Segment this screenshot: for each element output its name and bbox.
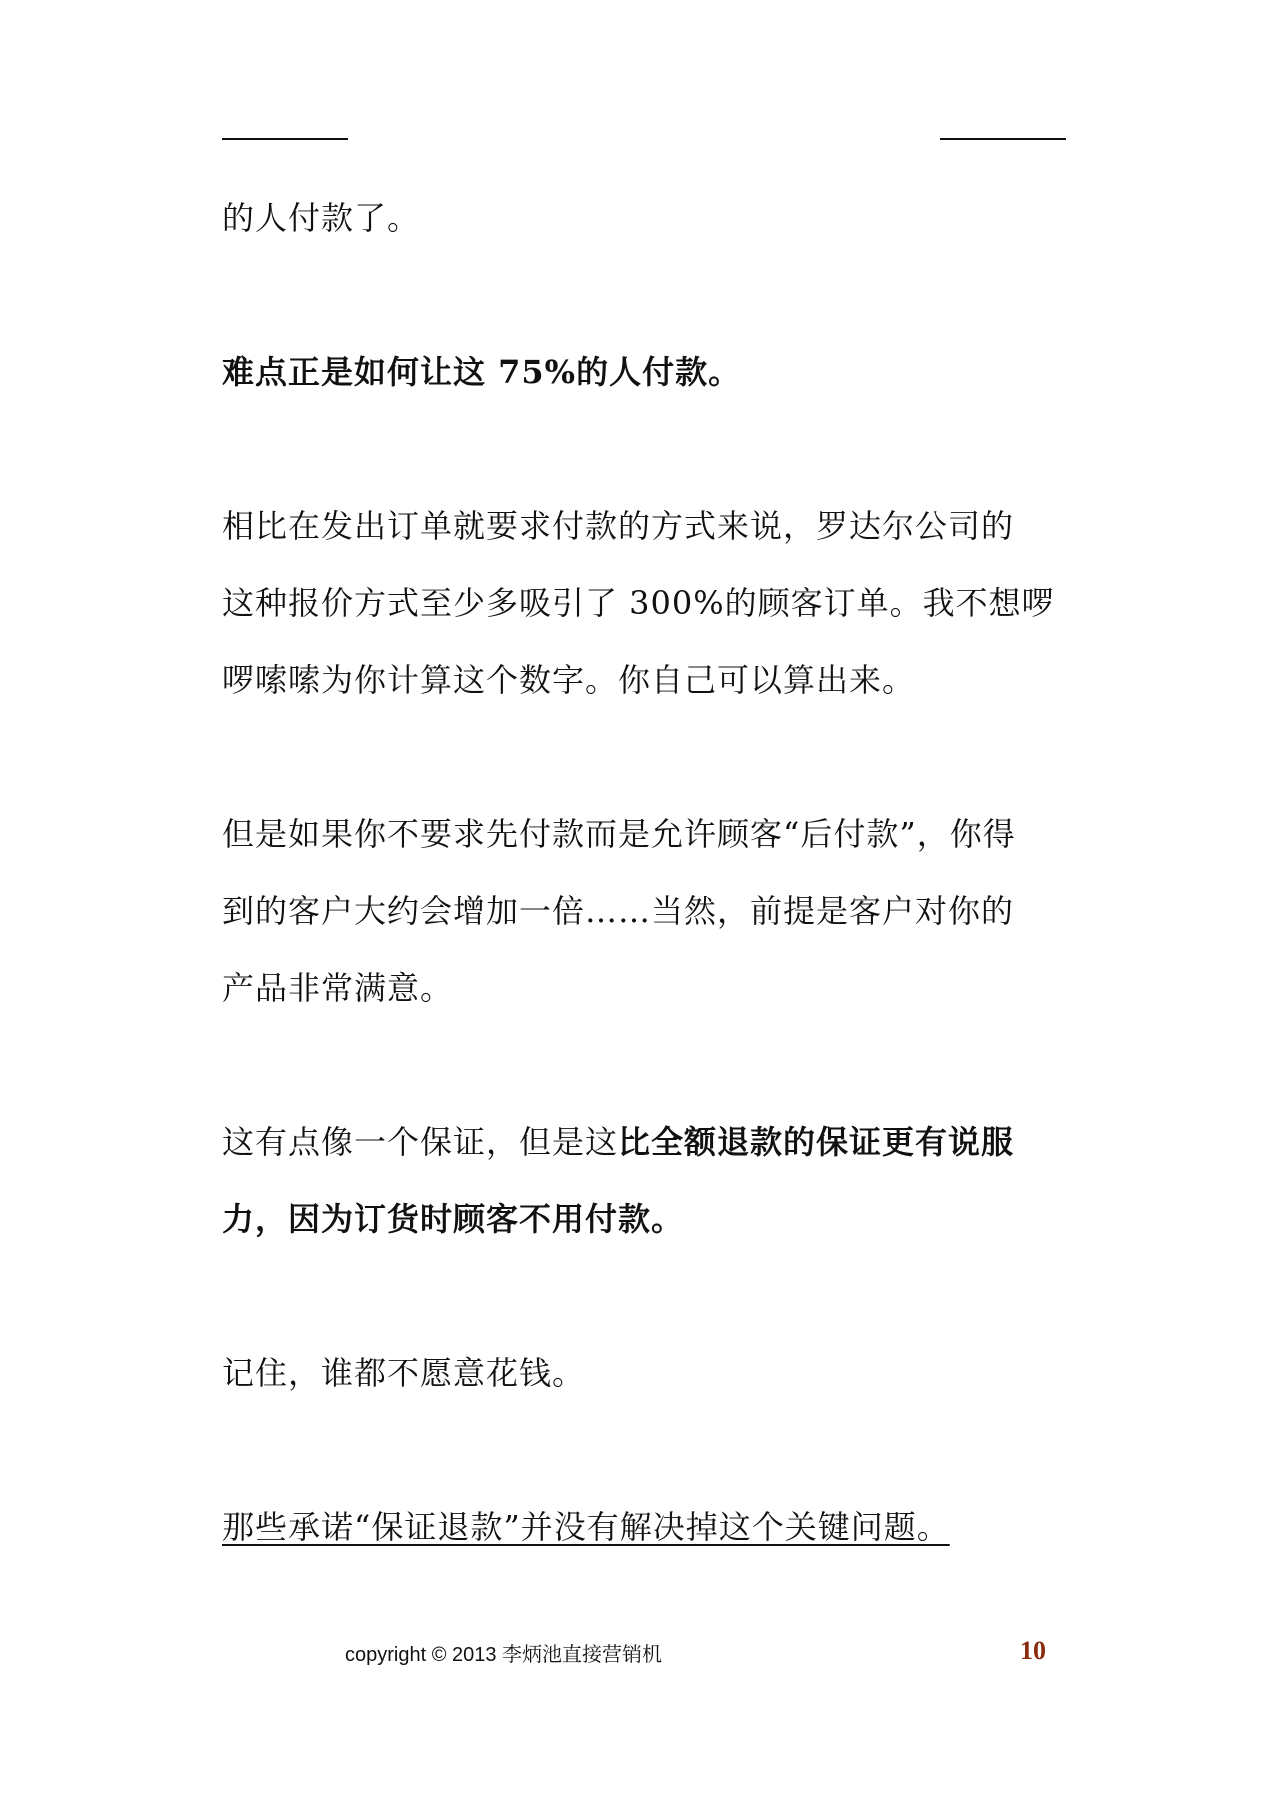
header-rule-right xyxy=(940,138,1066,140)
header-rule-left xyxy=(222,138,348,140)
paragraph-3: 相比在发出订单就要求付款的方式来说，罗达尔公司的 这种报价方式至少多吸引了 300%的顾客订单。我不想啰 啰嗦嗦为你计算这个数字。你自己可以算出来。 xyxy=(222,507,1055,699)
footer-copyright: copyright © 2013 李炳池直接营销机 xyxy=(345,1644,663,1666)
paragraph-5: 这有点像一个保证，但是这比全额退款的保证更有说服 力，因为订货时顾客不用付款。 xyxy=(222,1104,1082,1258)
paragraph-7: 那些承诺“保证退款”并没有解决掉这个关键问题。 xyxy=(222,1508,950,1546)
page-number: 10 xyxy=(1020,1636,1046,1665)
page-body xyxy=(222,180,1082,1643)
paragraph-4: 但是如果你不要求先付款而是允许顾客“后付款”，你得 到的客户大约会增加一倍……当然，前提是客户对你的 产品非常满意。 xyxy=(222,815,1016,1007)
paragraph-1: 的人付款了。 xyxy=(222,199,421,237)
paragraph-2: 难点正是如何让这 75%的人付款。 xyxy=(222,353,742,391)
paragraph-5-line-1: 这有点像一个保证，但是这比全额退款的保证更有说服 xyxy=(222,1123,1015,1161)
paragraph-6: 记住，谁都不愿意花钱。 xyxy=(222,1354,586,1392)
